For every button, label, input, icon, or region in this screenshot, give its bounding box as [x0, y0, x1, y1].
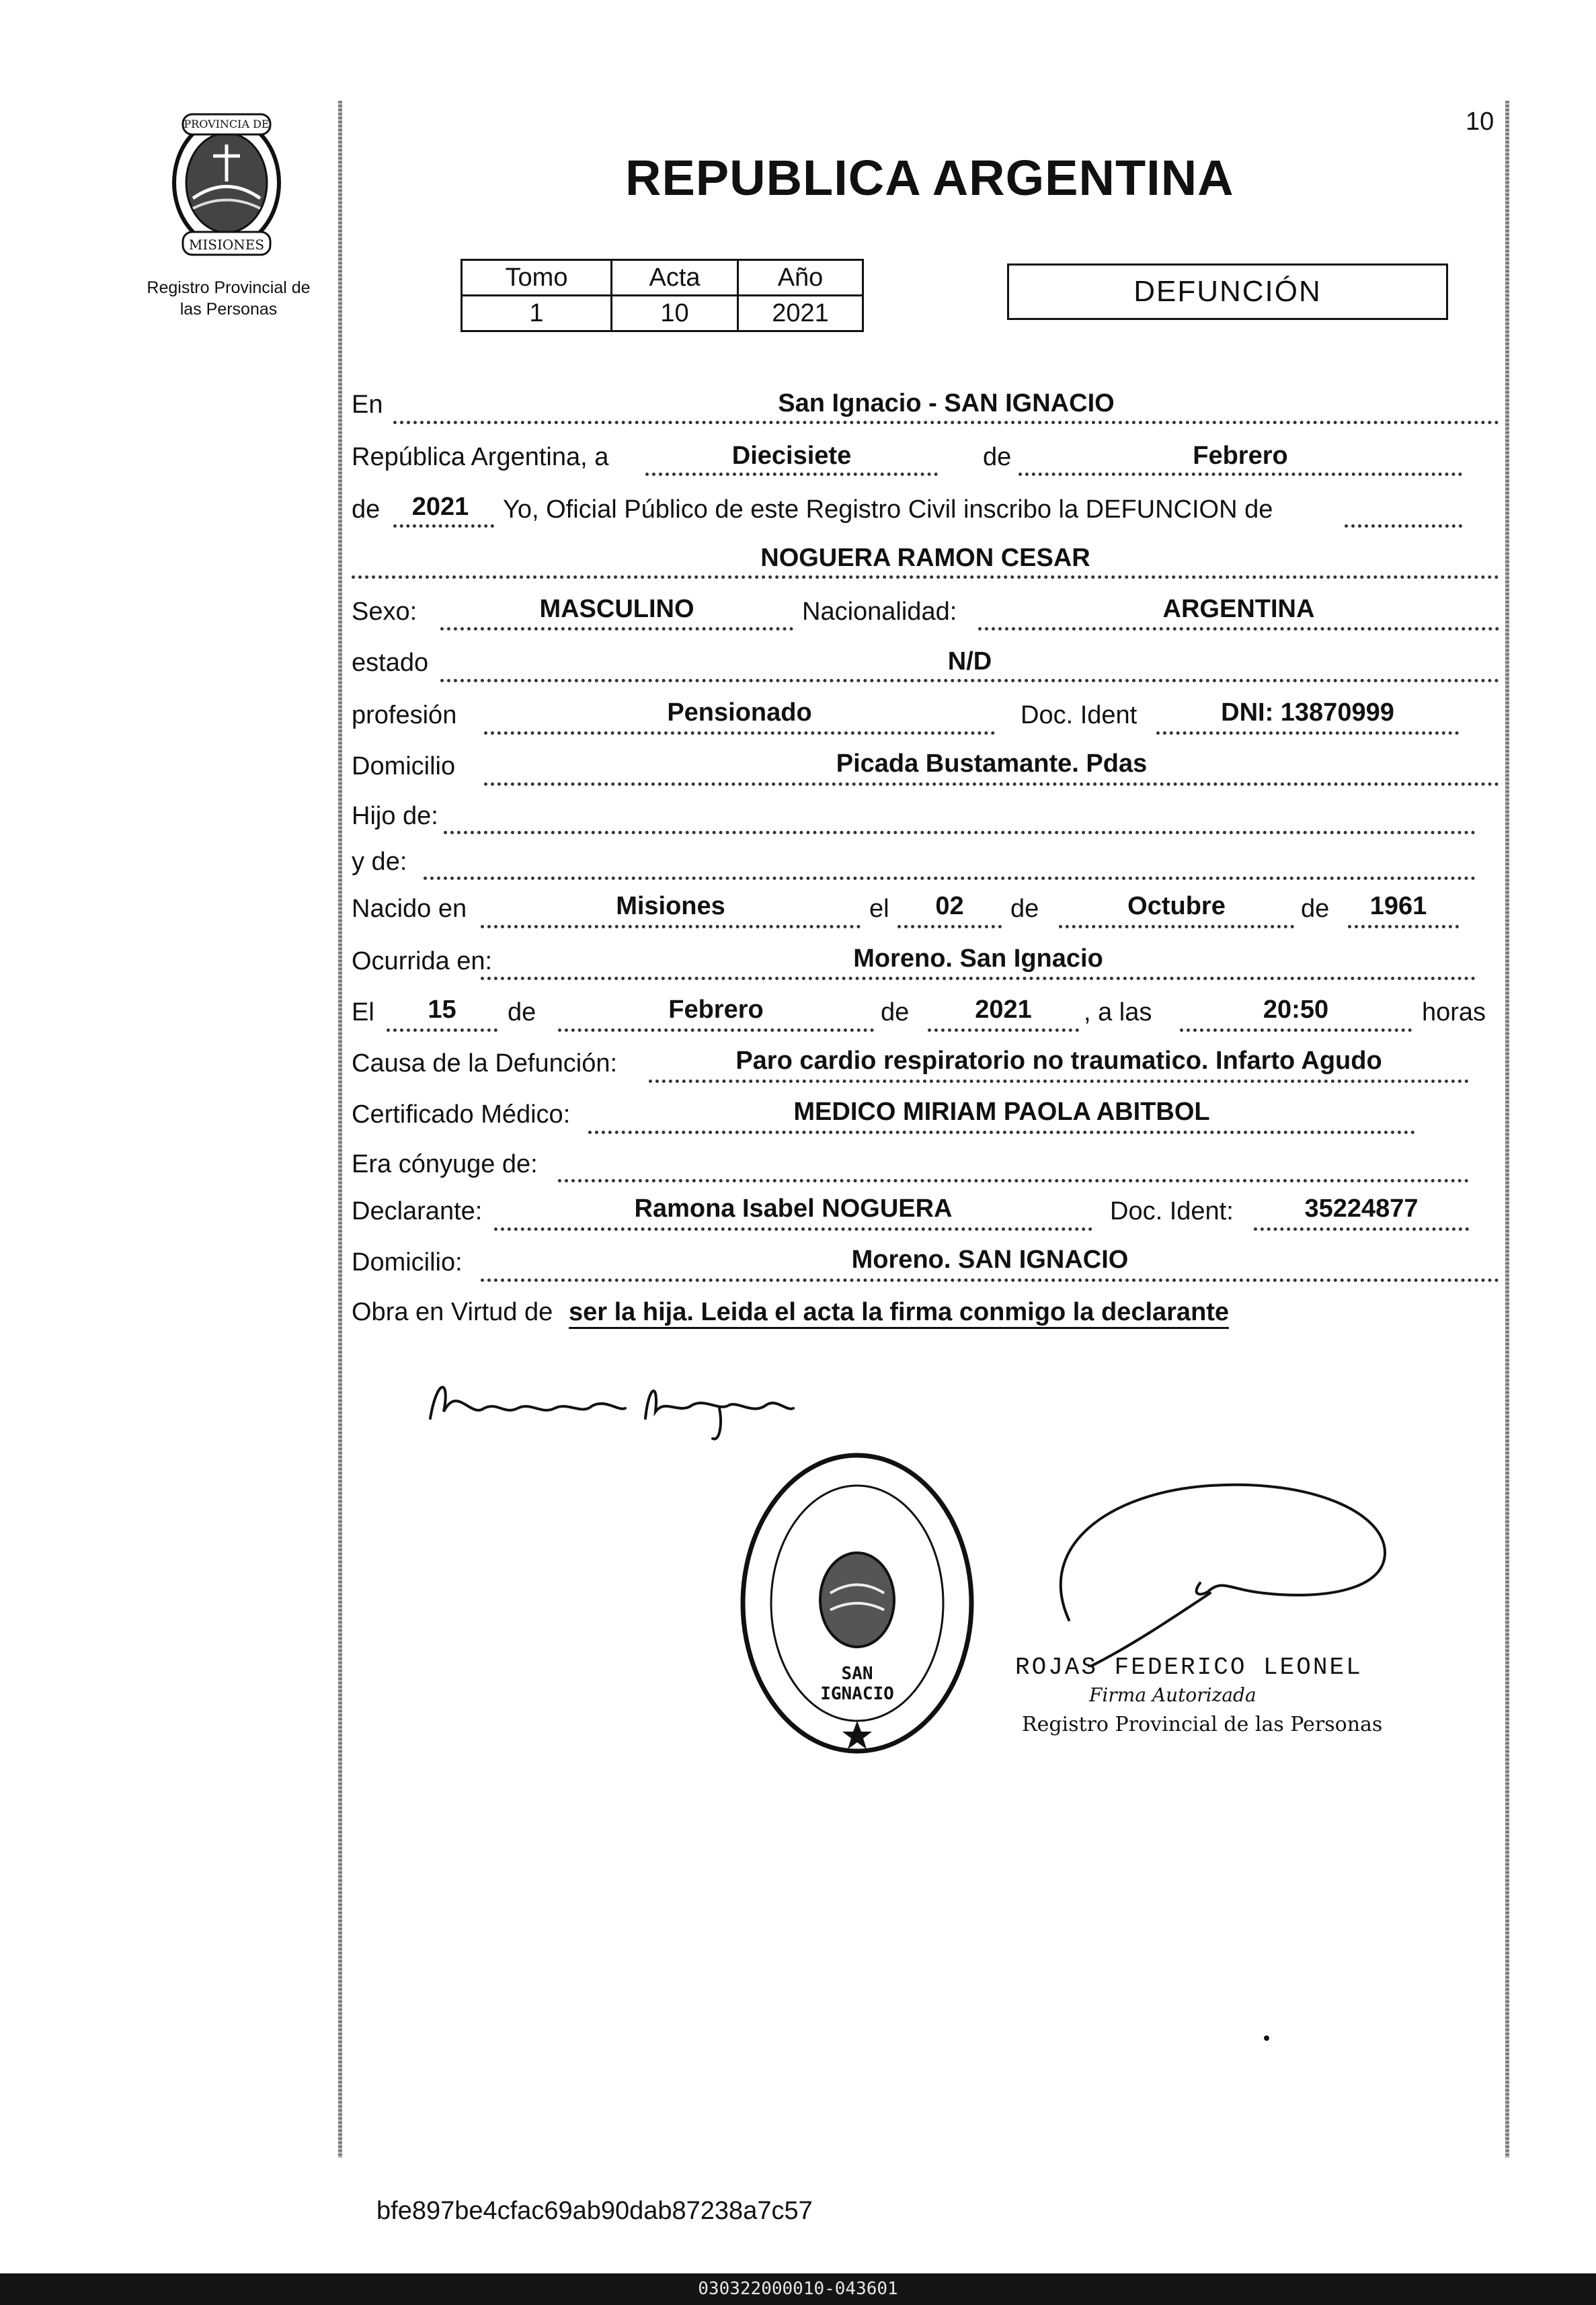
domicilio-label: Domicilio — [352, 752, 456, 780]
certificado-dotted-line — [588, 1131, 1415, 1134]
profesion-dotted-line — [484, 731, 995, 735]
ocurrida-dotted-line — [481, 977, 1476, 980]
doc-ident-2-label: Doc. Ident: — [1110, 1197, 1234, 1225]
day-words-value: Diecisiete — [731, 442, 852, 470]
declarante-value: Ramona Isabel NOGUERA — [634, 1195, 953, 1223]
death-month-value: Febrero — [668, 996, 764, 1024]
record-table — [461, 259, 864, 332]
record-table-header: Tomo — [462, 260, 612, 296]
obra-value: ser la hija. Leida el acta la firma conmigo la declarante — [569, 1297, 1229, 1329]
oficial-text: Yo, Oficial Público de este Registro Civil inscribo la DEFUNCION de — [503, 495, 1273, 524]
left-border-line — [338, 101, 342, 2158]
declarante-dotted-line — [494, 1227, 1092, 1231]
doc-ident-2-dotted-line — [1254, 1227, 1469, 1231]
domicilio-2-value: Moreno. SAN IGNACIO — [851, 1246, 1129, 1274]
emblem-top-text: PROVINCIA DE — [184, 118, 270, 130]
record-table-cell: 2021 — [738, 296, 863, 331]
profesion-value: Pensionado — [667, 698, 812, 727]
sexo-dotted-line — [440, 627, 793, 631]
record-table-header-row — [462, 260, 863, 296]
en-label: En — [352, 391, 383, 419]
nacionalidad-dotted-line — [978, 627, 1499, 631]
en-value: San Ignacio - SAN IGNACIO — [778, 389, 1115, 417]
estado-label: estado — [352, 649, 429, 677]
conyuge-label: Era cónyuge de: — [352, 1150, 538, 1178]
doc-ident-dotted-line — [1156, 731, 1459, 735]
hijo-de-dotted-line — [444, 831, 1476, 834]
right-border-line — [1505, 101, 1509, 2158]
domicilio-value: Picada Bustamante. Pdas — [836, 750, 1148, 778]
doc-ident-label: Doc. Ident — [1021, 701, 1138, 729]
de-label: de — [983, 443, 1012, 471]
seal-town: SAN IGNACIO — [820, 1664, 894, 1704]
declarant-signature — [424, 1371, 800, 1445]
name-dotted-line — [352, 575, 1499, 579]
emblem-bottom-text: MISIONES — [188, 237, 265, 253]
official-name: ROJAS FEDERICO LEONEL — [1015, 1654, 1363, 1681]
birth-day-value: 02 — [935, 892, 964, 920]
registry-line-1: Registro Provincial de — [147, 278, 311, 297]
sexo-value: MASCULINO — [539, 595, 694, 623]
death-day-dotted-line — [387, 1028, 497, 1032]
official-registry: Registro Provincial de las Personas — [1022, 1713, 1383, 1736]
death-time-dotted-line — [1180, 1028, 1412, 1032]
oficial-dotted-line — [1345, 524, 1462, 528]
nacido-value: Misiones — [616, 892, 725, 920]
day-dotted-line — [645, 473, 938, 476]
page-number: 10 — [1466, 108, 1494, 136]
nacionalidad-value: ARGENTINA — [1162, 595, 1315, 623]
birth-month-dotted-line — [1059, 925, 1294, 928]
declarante-label: Declarante: — [352, 1197, 483, 1225]
domicilio-2-label: Domicilio: — [352, 1248, 463, 1277]
record-table-header: Acta — [612, 260, 738, 296]
conyuge-dotted-line — [558, 1179, 1469, 1182]
record-table-value-row — [462, 296, 863, 331]
year-dotted-line — [393, 524, 494, 528]
record-table-header: Año — [738, 260, 863, 296]
domicilio-2-dotted-line — [481, 1279, 1499, 1282]
page-title: REPUBLICA ARGENTINA — [625, 150, 1234, 206]
record-type-box: DEFUNCIÓN — [1007, 264, 1448, 320]
stray-mark — [1264, 2035, 1269, 2041]
certificado-value: MEDICO MIRIAM PAOLA ABITBOL — [793, 1098, 1210, 1126]
causa-dotted-line — [649, 1080, 1469, 1083]
birth-day-dotted-line — [897, 925, 1002, 928]
nacionalidad-label: Nacionalidad: — [802, 598, 957, 626]
month-value: Febrero — [1193, 442, 1288, 470]
horas-label: horas — [1422, 998, 1486, 1026]
birth-month-value: Octubre — [1127, 892, 1226, 920]
death-month-dotted-line — [558, 1028, 874, 1032]
de-year-label: de — [352, 495, 381, 524]
el-date-label: El — [352, 998, 374, 1026]
official-seal — [736, 1449, 978, 1758]
nacido-dotted-line — [481, 925, 861, 928]
estado-dotted-line — [440, 679, 1499, 682]
en-dotted-line — [393, 421, 1499, 424]
nacido-label: Nacido en — [352, 895, 467, 923]
y-de-label: y de: — [352, 848, 407, 876]
hijo-de-label: Hijo de: — [352, 802, 438, 830]
el-label: el — [869, 895, 889, 923]
doc-ident-value: DNI: 13870999 — [1221, 698, 1394, 727]
death-day-value: 15 — [428, 996, 456, 1024]
doc-ident-2-value: 35224877 — [1304, 1195, 1419, 1223]
a-las-label: , a las — [1084, 998, 1152, 1026]
estado-value: N/D — [947, 647, 992, 676]
republica-label: República Argentina, a — [352, 443, 609, 471]
de-label: de — [881, 998, 910, 1026]
misiones-emblem — [156, 108, 297, 262]
sexo-label: Sexo: — [352, 598, 417, 626]
year-value: 2021 — [411, 493, 469, 521]
official-role: Firma Autorizada — [1089, 1684, 1256, 1706]
certificado-label: Certificado Médico: — [352, 1100, 571, 1129]
ocurrida-label: Ocurrida en: — [352, 947, 493, 975]
ocurrida-value: Moreno. San Ignacio — [853, 944, 1103, 973]
official-signature — [1008, 1465, 1398, 1667]
profesion-label: profesión — [352, 701, 457, 729]
registry-label — [128, 277, 329, 320]
deceased-name-value: NOGUERA RAMON CESAR — [760, 544, 1090, 572]
death-year-dotted-line — [928, 1028, 1079, 1032]
causa-value: Paro cardio respiratorio no traumatico. Infarto Agudo — [735, 1047, 1382, 1075]
record-table-cell: 1 — [462, 296, 612, 331]
de-label: de — [508, 998, 536, 1026]
document-hash: bfe897be4cfac69ab90dab87238a7c57 — [376, 2197, 813, 2225]
y-de-dotted-line — [424, 877, 1476, 880]
causa-label: Causa de la Defunción: — [352, 1049, 618, 1078]
death-year-value: 2021 — [975, 996, 1032, 1024]
birth-year-value: 1961 — [1369, 892, 1427, 920]
de-label: de — [1301, 895, 1330, 923]
domicilio-dotted-line — [484, 782, 1499, 786]
registry-line-2: las Personas — [179, 300, 278, 319]
death-time-value: 20:50 — [1263, 996, 1329, 1024]
de-label: de — [1010, 895, 1039, 923]
footer-barcode-text: 030322000010-043601 — [0, 2273, 1596, 2305]
obra-label: Obra en Virtud de — [352, 1298, 553, 1326]
birth-year-dotted-line — [1348, 925, 1459, 928]
record-table-cell: 10 — [612, 296, 738, 331]
month-dotted-line — [1019, 473, 1462, 476]
